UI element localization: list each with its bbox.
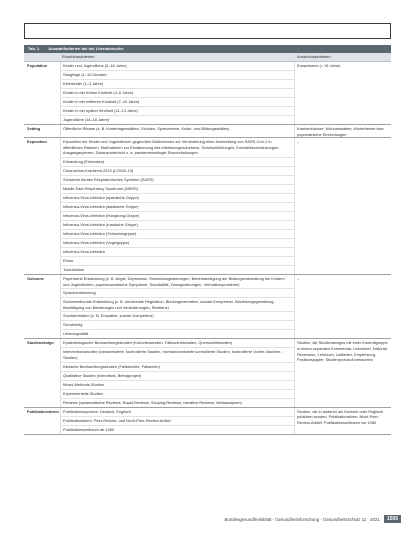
table-caption	[24, 45, 391, 53]
inclusion-item: Experimentelle Studien	[61, 390, 294, 399]
inclusion-item: Erkrankung (Erkranken)	[61, 158, 294, 167]
table-header-cell: Ausschlusskriterien	[297, 54, 331, 59]
inclusion-item: Mixed-Methods-Studien	[61, 381, 294, 390]
page-number: 1595	[384, 515, 401, 523]
inclusion-cell	[60, 408, 295, 434]
group-label: Publikationsform	[27, 408, 59, 414]
table-group-row	[24, 339, 391, 407]
table-body	[24, 62, 391, 435]
table-number: Tab. 1	[28, 46, 40, 51]
table-header-cell	[24, 53, 60, 61]
inclusion-item: Lebensqualität	[63, 331, 89, 337]
inclusion-item: Coronavirus-Krankheit-2019 (COVID-19)	[61, 167, 294, 176]
inclusion-item: Tuberkulose	[63, 266, 85, 272]
page-footer	[224, 515, 401, 523]
inclusion-item: Influenza-Virus-Infektion (asiatische Grippe)	[61, 203, 294, 212]
inclusion-item: Jugendliche (14–18 Jahre)	[63, 117, 110, 122]
inclusion-item: Kinder in der frühen Kindheit (4–6 Jahre)	[61, 89, 294, 98]
inclusion-item: Kinder und Jugendliche (0–18 Jahre)	[61, 62, 294, 71]
inclusion-item: Exposition der Kinder und Jugendlichen gegenüber Maßnahmen zur Verhinderung einer Ausbreitung von SARS-CoV-2 in öffentlichen Räumen, Maßnahmen zur Eindämmung des Infektionsgeschehens, Schulschließungen, Kontaktbeschränkungen, Ausgangssperren, Distanzunterricht u. a. pandemiebedingte Einschränkungen	[61, 138, 294, 158]
inclusion-item: Psychische Entwicklung (z. B. Angst, Depression, Entwicklungsstörungen, Beeinträchtigung der Bildungsentwicklung bei Kindern und Jugendlichen, psychosomatische Symptome, Suizidalität, Zwangsstörungen, Verhaltensprobleme)	[61, 275, 294, 289]
inclusion-item: Influenza-Virus-Infektion (Schweinegrippe)	[61, 230, 294, 239]
criteria-table	[24, 45, 391, 435]
table-group-row	[24, 62, 391, 125]
inclusion-cell	[60, 138, 295, 274]
table-group-row	[24, 408, 391, 435]
inclusion-item: Publikationssprache: Deutsch, Englisch	[61, 408, 294, 417]
header-bar	[24, 23, 391, 39]
inclusion-item: Influenza-Virus-Infektion (russische Grippe)	[61, 221, 294, 230]
exclusion-cell: Erwachsene (> 18 Jahre)	[297, 63, 341, 68]
inclusion-item: Publikationsform: Peer-Review- und Nicht-Peer-Review-Artikel	[61, 417, 294, 426]
table-group-row	[24, 138, 391, 275]
inclusion-cell	[60, 125, 295, 137]
group-label: Setting	[27, 126, 41, 131]
inclusion-item: Publikationszeitraum ab 1980	[63, 426, 115, 432]
inclusion-item: Sozialverhalten (z. B. Empathie, soziale Kompetenz)	[61, 312, 294, 321]
group-label: Population	[27, 63, 48, 68]
inclusion-item: Reviews (systematische Reviews, Rapid-Reviews, Scoping-Reviews, narrative Reviews, Metaanalysen)	[63, 399, 242, 405]
table-group-row	[24, 275, 391, 339]
table-header-row	[24, 53, 391, 62]
exclusion-cell: Studien, die in anderen als Deutsch oder Englisch publiziert wurden; Publikationsform: Nicht-Peer-Review-Artikel; Publikationszeitraum vor 1980	[297, 408, 384, 425]
inclusion-item: Epidemiologische Beobachtungsstudien (Kohortenstudien, Fallkontrollstudien, Querschnittstudien)	[61, 339, 294, 348]
inclusion-item: Sozioemotionale Entwicklung (z. B. emotionale Regulation, Bindungsverhalten, soziale Kompetenz, Beziehungsgestaltung, Bewältigung von Belastungen und Veränderungen, Resilienz)	[61, 298, 294, 312]
inclusion-item: Schulerfolg	[61, 321, 294, 330]
group-label: Studiendesign	[27, 340, 54, 346]
inclusion-item: Interventionsstudien (randomisierte, kontrollierte Studien, nichtrandomisierte kontrollierte Studien, kontrollierte Vorher-Nachher-Studien)	[61, 348, 294, 362]
inclusion-item: Middle East Respiratory Syndrome (MERS)	[61, 185, 294, 194]
exclusion-cell: –	[297, 139, 300, 145]
exclusion-cell: Krankenhäuser; Wohnanstalten; Kinderheime bzw. psychiatrische Einrichtungen	[297, 126, 385, 137]
journal-name: Bundesgesundheitsblatt - Gesundheitsforschung - Gesundheitsschutz 11 · 2021	[224, 516, 380, 522]
group-label: Exposition	[27, 139, 47, 145]
inclusion-cell	[60, 339, 295, 406]
table-group-row	[24, 125, 391, 138]
table-header-cell: Einschlusskriterien	[62, 54, 95, 59]
inclusion-item: Ebola	[61, 257, 294, 266]
group-label: Outcome	[27, 275, 44, 281]
inclusion-item: Kleinkinder (1–3 Jahre)	[61, 80, 294, 89]
inclusion-item: Kinder in der mittleren Kindheit (7–10 Jahre)	[61, 98, 294, 107]
inclusion-item: Sprachentwicklung	[61, 289, 294, 298]
inclusion-item: Klinische Beobachtungsstudien (Fallberichte, Fallserien)	[61, 363, 294, 372]
inclusion-item: Öffentliche Räume (z. B. Kindertagesstätten, Schulen, Sportvereine, Kultur- und Bildungsstätten)	[63, 126, 230, 131]
inclusion-item: Influenza-Virus-Infektion (Vogelgrippe)	[61, 239, 294, 248]
inclusion-cell	[60, 62, 295, 124]
inclusion-item: Influenza-Virus-Infektion (Hongkong-Grippe)	[61, 212, 294, 221]
inclusion-cell	[60, 275, 295, 338]
inclusion-item: Influenza-Virus-Infektion	[61, 248, 294, 257]
inclusion-item: Influenza-Virus-Infektion (spanische Grippe)	[61, 194, 294, 203]
exclusion-cell: –	[297, 275, 300, 281]
inclusion-item: Qualitative Studien (Interviews, Befragungen)	[61, 372, 294, 381]
inclusion-item: Säuglinge (1–12 Monate)	[61, 71, 294, 80]
inclusion-item: Schweres Akutes Respiratorisches Syndrom (SARS)	[61, 176, 294, 185]
exclusion-cell: Studien, die Studiendesigns mit einer Kontrollgruppe in einem separaten Kommentar, Leserbrief, Editorial, Rezension, Lehrbuch, Leitfaden, Empfehlung, Positionspapier, Studienprotokoll betrachten	[297, 340, 388, 363]
table-title: Auswahlkriterien bei der Literatursuche	[48, 46, 124, 51]
inclusion-item: Kinder in der späten Kindheit (11–13 Jahre)	[61, 107, 294, 116]
